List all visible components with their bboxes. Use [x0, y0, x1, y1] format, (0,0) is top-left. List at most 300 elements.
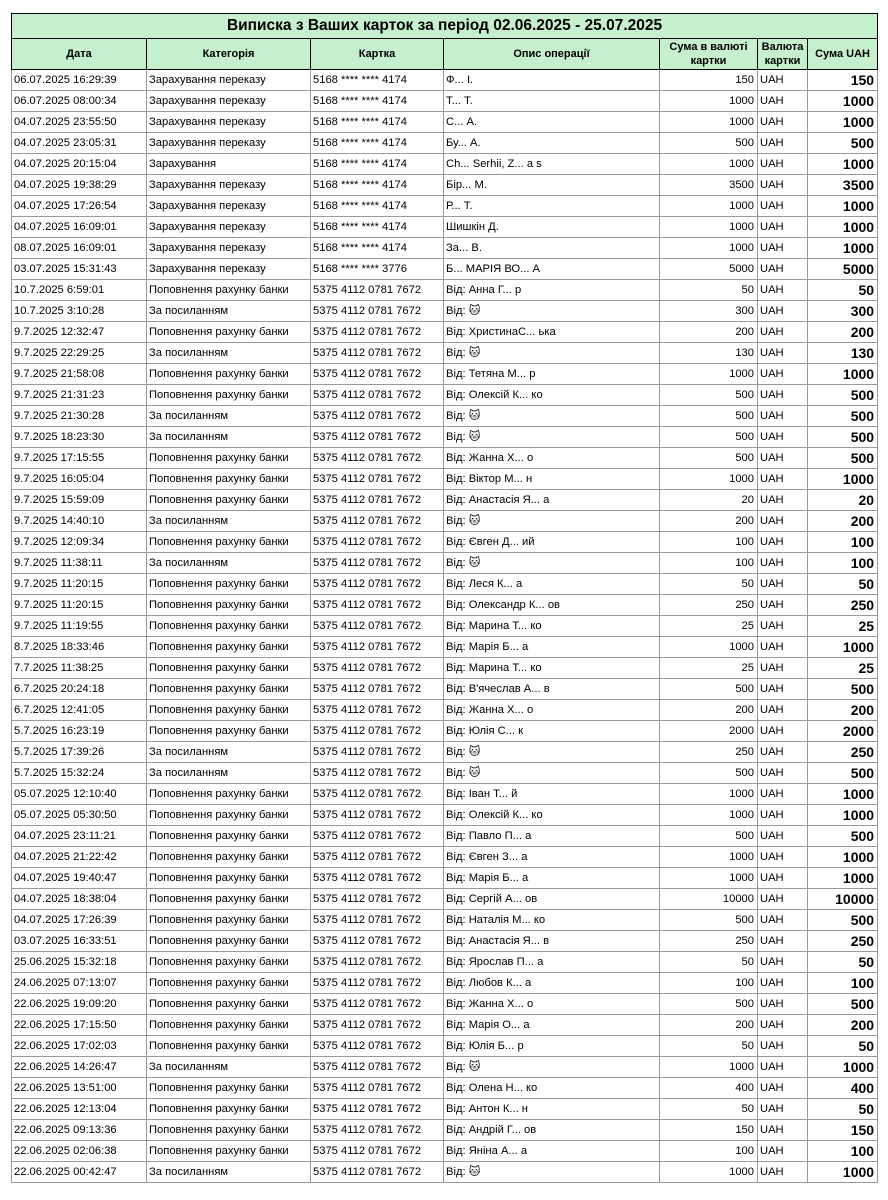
card-cell: 5375 4112 0781 7672	[311, 448, 444, 469]
amount-card-cell: 500	[660, 448, 758, 469]
currency-cell: UAH	[758, 826, 808, 847]
card-cell: 5375 4112 0781 7672	[311, 721, 444, 742]
description-cell: Від: 🐱	[444, 742, 660, 763]
description-cell: Від: Анна Г... р	[444, 280, 660, 301]
table-row	[12, 133, 878, 154]
category-cell: За посиланням	[147, 427, 311, 448]
category-cell: Поповнення рахунку банки	[147, 952, 311, 973]
table-row	[12, 532, 878, 553]
amount-uah-cell: 1000	[808, 637, 878, 658]
amount-card-cell: 100	[660, 532, 758, 553]
amount-uah-cell: 150	[808, 1120, 878, 1141]
amount-uah-cell: 50	[808, 280, 878, 301]
card-cell: 5375 4112 0781 7672	[311, 490, 444, 511]
card-cell: 5168 **** **** 4174	[311, 217, 444, 238]
amount-card-cell: 250	[660, 595, 758, 616]
card-cell: 5375 4112 0781 7672	[311, 784, 444, 805]
card-cell: 5375 4112 0781 7672	[311, 847, 444, 868]
description-cell: Від: Євген Д... ий	[444, 532, 660, 553]
card-cell: 5375 4112 0781 7672	[311, 994, 444, 1015]
category-cell: Поповнення рахунку банки	[147, 1015, 311, 1036]
category-cell: За посиланням	[147, 406, 311, 427]
card-cell: 5375 4112 0781 7672	[311, 868, 444, 889]
date-cell: 9.7.2025 11:19:55	[12, 616, 147, 637]
currency-cell: UAH	[758, 448, 808, 469]
description-cell: Від: Марія О... а	[444, 1015, 660, 1036]
card-cell: 5375 4112 0781 7672	[311, 280, 444, 301]
card-cell: 5375 4112 0781 7672	[311, 301, 444, 322]
description-cell: Від: 🐱	[444, 1162, 660, 1183]
table-row	[12, 406, 878, 427]
description-cell: Від: 🐱	[444, 553, 660, 574]
category-cell: Зарахування переказу	[147, 217, 311, 238]
date-cell: 6.7.2025 12:41:05	[12, 700, 147, 721]
date-cell: 9.7.2025 11:38:11	[12, 553, 147, 574]
description-cell: Від: 🐱	[444, 406, 660, 427]
date-cell: 03.07.2025 16:33:51	[12, 931, 147, 952]
date-cell: 9.7.2025 21:58:08	[12, 364, 147, 385]
date-cell: 10.7.2025 3:10:28	[12, 301, 147, 322]
card-cell: 5375 4112 0781 7672	[311, 532, 444, 553]
table-row	[12, 1078, 878, 1099]
currency-cell: UAH	[758, 91, 808, 112]
amount-card-cell: 2000	[660, 721, 758, 742]
description-cell: Від: Яніна А... а	[444, 1141, 660, 1162]
amount-card-cell: 500	[660, 826, 758, 847]
description-cell: Від: 🐱	[444, 763, 660, 784]
description-cell: Від: Олена Н... ко	[444, 1078, 660, 1099]
amount-card-cell: 1000	[660, 112, 758, 133]
table-row	[12, 154, 878, 175]
date-cell: 6.7.2025 20:24:18	[12, 679, 147, 700]
amount-card-cell: 400	[660, 1078, 758, 1099]
category-cell: Поповнення рахунку банки	[147, 658, 311, 679]
table-row	[12, 322, 878, 343]
category-cell: Поповнення рахунку банки	[147, 847, 311, 868]
amount-card-cell: 500	[660, 679, 758, 700]
currency-cell: UAH	[758, 574, 808, 595]
description-cell: Від: 🐱	[444, 1057, 660, 1078]
description-cell: Від: Марія Б... а	[444, 637, 660, 658]
card-cell: 5375 4112 0781 7672	[311, 658, 444, 679]
amount-uah-cell: 150	[808, 70, 878, 91]
card-cell: 5375 4112 0781 7672	[311, 931, 444, 952]
table-row	[12, 868, 878, 889]
description-cell: Від: 🐱	[444, 343, 660, 364]
currency-cell: UAH	[758, 553, 808, 574]
amount-uah-cell: 500	[808, 910, 878, 931]
category-cell: Поповнення рахунку банки	[147, 826, 311, 847]
description-cell: Від: Олексій К... ко	[444, 805, 660, 826]
amount-uah-cell: 500	[808, 133, 878, 154]
category-cell: Поповнення рахунку банки	[147, 469, 311, 490]
category-cell: За посиланням	[147, 763, 311, 784]
category-cell: Поповнення рахунку банки	[147, 364, 311, 385]
date-cell: 22.06.2025 00:42:47	[12, 1162, 147, 1183]
amount-uah-cell: 250	[808, 742, 878, 763]
description-cell: Бір... М.	[444, 175, 660, 196]
description-cell: Бу... А.	[444, 133, 660, 154]
table-row	[12, 805, 878, 826]
amount-uah-cell: 1000	[808, 238, 878, 259]
amount-card-cell: 500	[660, 763, 758, 784]
currency-cell: UAH	[758, 658, 808, 679]
amount-card-cell: 20	[660, 490, 758, 511]
description-cell: С... А.	[444, 112, 660, 133]
currency-cell: UAH	[758, 847, 808, 868]
currency-cell: UAH	[758, 952, 808, 973]
date-cell: 22.06.2025 14:26:47	[12, 1057, 147, 1078]
amount-card-cell: 10000	[660, 889, 758, 910]
card-cell: 5375 4112 0781 7672	[311, 469, 444, 490]
card-cell: 5375 4112 0781 7672	[311, 700, 444, 721]
category-cell: За посиланням	[147, 343, 311, 364]
description-cell: Р... Т.	[444, 196, 660, 217]
date-cell: 05.07.2025 05:30:50	[12, 805, 147, 826]
currency-cell: UAH	[758, 784, 808, 805]
currency-cell: UAH	[758, 994, 808, 1015]
description-cell: Ch... Serhii, Z... a s	[444, 154, 660, 175]
column-header-description: Опис операції	[444, 39, 660, 70]
amount-uah-cell: 50	[808, 1099, 878, 1120]
amount-card-cell: 500	[660, 385, 758, 406]
card-cell: 5375 4112 0781 7672	[311, 511, 444, 532]
card-cell: 5375 4112 0781 7672	[311, 910, 444, 931]
card-cell: 5375 4112 0781 7672	[311, 826, 444, 847]
amount-card-cell: 1000	[660, 91, 758, 112]
amount-card-cell: 500	[660, 406, 758, 427]
amount-uah-cell: 500	[808, 679, 878, 700]
table-row	[12, 175, 878, 196]
description-cell: Ф... І.	[444, 70, 660, 91]
amount-uah-cell: 500	[808, 427, 878, 448]
description-cell: Від: Сергій А... ов	[444, 889, 660, 910]
table-row	[12, 70, 878, 91]
description-cell: Від: В'ячеслав А... в	[444, 679, 660, 700]
date-cell: 9.7.2025 21:31:23	[12, 385, 147, 406]
amount-card-cell: 100	[660, 1141, 758, 1162]
description-cell: Від: Євген З... а	[444, 847, 660, 868]
date-cell: 08.07.2025 16:09:01	[12, 238, 147, 259]
date-cell: 04.07.2025 19:40:47	[12, 868, 147, 889]
currency-cell: UAH	[758, 364, 808, 385]
column-header-amount-uah: Сума UAH	[808, 39, 878, 70]
column-header-amount-card: Сума в валюті картки	[660, 39, 758, 70]
card-cell: 5168 **** **** 4174	[311, 70, 444, 91]
category-cell: Поповнення рахунку банки	[147, 868, 311, 889]
amount-uah-cell: 500	[808, 406, 878, 427]
currency-cell: UAH	[758, 532, 808, 553]
amount-card-cell: 100	[660, 973, 758, 994]
category-cell: Поповнення рахунку банки	[147, 574, 311, 595]
category-cell: За посиланням	[147, 742, 311, 763]
date-cell: 5.7.2025 15:32:24	[12, 763, 147, 784]
amount-uah-cell: 500	[808, 994, 878, 1015]
card-cell: 5375 4112 0781 7672	[311, 1099, 444, 1120]
table-row	[12, 889, 878, 910]
date-cell: 04.07.2025 19:38:29	[12, 175, 147, 196]
description-cell: Від: Анастасія Я... в	[444, 931, 660, 952]
table-row	[12, 385, 878, 406]
amount-card-cell: 1000	[660, 1162, 758, 1183]
amount-uah-cell: 1000	[808, 805, 878, 826]
date-cell: 04.07.2025 23:11:21	[12, 826, 147, 847]
amount-card-cell: 1000	[660, 196, 758, 217]
statement-title: Виписка з Ваших карток за період 02.06.2025 - 25.07.2025	[12, 14, 878, 39]
amount-card-cell: 50	[660, 1099, 758, 1120]
category-cell: Поповнення рахунку банки	[147, 1036, 311, 1057]
table-row	[12, 427, 878, 448]
amount-uah-cell: 1000	[808, 847, 878, 868]
category-cell: Зарахування переказу	[147, 70, 311, 91]
amount-card-cell: 500	[660, 133, 758, 154]
amount-card-cell: 25	[660, 616, 758, 637]
currency-cell: UAH	[758, 721, 808, 742]
table-row	[12, 1141, 878, 1162]
date-cell: 06.07.2025 08:00:34	[12, 91, 147, 112]
amount-card-cell: 1000	[660, 1057, 758, 1078]
description-cell: Від: Анастасія Я... а	[444, 490, 660, 511]
amount-card-cell: 250	[660, 931, 758, 952]
category-cell: За посиланням	[147, 301, 311, 322]
amount-card-cell: 250	[660, 742, 758, 763]
category-cell: Зарахування переказу	[147, 238, 311, 259]
description-cell: Від: Тетяна М... р	[444, 364, 660, 385]
category-cell: Поповнення рахунку банки	[147, 889, 311, 910]
currency-cell: UAH	[758, 469, 808, 490]
amount-uah-cell: 100	[808, 973, 878, 994]
amount-uah-cell: 1000	[808, 1162, 878, 1183]
amount-card-cell: 1000	[660, 154, 758, 175]
table-row	[12, 301, 878, 322]
amount-uah-cell: 100	[808, 1141, 878, 1162]
currency-cell: UAH	[758, 112, 808, 133]
date-cell: 03.07.2025 15:31:43	[12, 259, 147, 280]
date-cell: 9.7.2025 18:23:30	[12, 427, 147, 448]
amount-card-cell: 1000	[660, 805, 758, 826]
card-cell: 5168 **** **** 3776	[311, 259, 444, 280]
table-row	[12, 343, 878, 364]
date-cell: 9.7.2025 15:59:09	[12, 490, 147, 511]
date-cell: 04.07.2025 23:55:50	[12, 112, 147, 133]
amount-uah-cell: 20	[808, 490, 878, 511]
date-cell: 5.7.2025 17:39:26	[12, 742, 147, 763]
amount-card-cell: 500	[660, 427, 758, 448]
card-cell: 5375 4112 0781 7672	[311, 1120, 444, 1141]
amount-card-cell: 200	[660, 700, 758, 721]
date-cell: 06.07.2025 16:29:39	[12, 70, 147, 91]
amount-card-cell: 100	[660, 553, 758, 574]
currency-cell: UAH	[758, 805, 808, 826]
date-cell: 22.06.2025 19:09:20	[12, 994, 147, 1015]
date-cell: 22.06.2025 12:13:04	[12, 1099, 147, 1120]
category-cell: Поповнення рахунку банки	[147, 679, 311, 700]
amount-card-cell: 200	[660, 1015, 758, 1036]
category-cell: Зарахування	[147, 154, 311, 175]
statement-table	[11, 13, 878, 1183]
amount-uah-cell: 200	[808, 1015, 878, 1036]
category-cell: Зарахування переказу	[147, 133, 311, 154]
table-row	[12, 448, 878, 469]
date-cell: 04.07.2025 23:05:31	[12, 133, 147, 154]
amount-uah-cell: 25	[808, 658, 878, 679]
table-row	[12, 1162, 878, 1183]
currency-cell: UAH	[758, 427, 808, 448]
table-row	[12, 1057, 878, 1078]
description-cell: Від: Наталія М... ко	[444, 910, 660, 931]
description-cell: Від: Антон К... н	[444, 1099, 660, 1120]
table-row	[12, 112, 878, 133]
amount-uah-cell: 1000	[808, 364, 878, 385]
currency-cell: UAH	[758, 700, 808, 721]
category-cell: Поповнення рахунку банки	[147, 805, 311, 826]
table-row	[12, 679, 878, 700]
amount-card-cell: 50	[660, 1036, 758, 1057]
amount-uah-cell: 1000	[808, 868, 878, 889]
table-row	[12, 721, 878, 742]
card-cell: 5375 4112 0781 7672	[311, 889, 444, 910]
currency-cell: UAH	[758, 280, 808, 301]
card-cell: 5375 4112 0781 7672	[311, 1078, 444, 1099]
amount-card-cell: 50	[660, 280, 758, 301]
date-cell: 05.07.2025 12:10:40	[12, 784, 147, 805]
table-row	[12, 700, 878, 721]
category-cell: За посиланням	[147, 1057, 311, 1078]
date-cell: 9.7.2025 12:32:47	[12, 322, 147, 343]
table-row	[12, 616, 878, 637]
card-cell: 5375 4112 0781 7672	[311, 1141, 444, 1162]
amount-uah-cell: 1000	[808, 1057, 878, 1078]
card-cell: 5375 4112 0781 7672	[311, 322, 444, 343]
currency-cell: UAH	[758, 910, 808, 931]
card-cell: 5375 4112 0781 7672	[311, 553, 444, 574]
date-cell: 22.06.2025 17:02:03	[12, 1036, 147, 1057]
card-cell: 5375 4112 0781 7672	[311, 973, 444, 994]
description-cell: Б... МАРІЯ ВО... А	[444, 259, 660, 280]
amount-card-cell: 130	[660, 343, 758, 364]
amount-card-cell: 1000	[660, 847, 758, 868]
amount-uah-cell: 1000	[808, 469, 878, 490]
card-cell: 5375 4112 0781 7672	[311, 1162, 444, 1183]
amount-uah-cell: 5000	[808, 259, 878, 280]
currency-cell: UAH	[758, 973, 808, 994]
table-row	[12, 511, 878, 532]
card-cell: 5375 4112 0781 7672	[311, 595, 444, 616]
date-cell: 22.06.2025 02:06:38	[12, 1141, 147, 1162]
table-row	[12, 847, 878, 868]
table-row	[12, 91, 878, 112]
currency-cell: UAH	[758, 490, 808, 511]
amount-uah-cell: 250	[808, 595, 878, 616]
currency-cell: UAH	[758, 931, 808, 952]
date-cell: 9.7.2025 21:30:28	[12, 406, 147, 427]
category-cell: Поповнення рахунку банки	[147, 1120, 311, 1141]
amount-uah-cell: 10000	[808, 889, 878, 910]
currency-cell: UAH	[758, 595, 808, 616]
amount-card-cell: 1000	[660, 469, 758, 490]
amount-card-cell: 25	[660, 658, 758, 679]
table-row	[12, 910, 878, 931]
amount-card-cell: 150	[660, 1120, 758, 1141]
card-cell: 5375 4112 0781 7672	[311, 406, 444, 427]
date-cell: 22.06.2025 17:15:50	[12, 1015, 147, 1036]
table-row	[12, 763, 878, 784]
date-cell: 5.7.2025 16:23:19	[12, 721, 147, 742]
amount-card-cell: 1000	[660, 868, 758, 889]
card-cell: 5375 4112 0781 7672	[311, 679, 444, 700]
currency-cell: UAH	[758, 175, 808, 196]
category-cell: За посиланням	[147, 553, 311, 574]
description-cell: Від: Ярослав П... а	[444, 952, 660, 973]
description-cell: Від: Іван Т... й	[444, 784, 660, 805]
currency-cell: UAH	[758, 406, 808, 427]
card-cell: 5375 4112 0781 7672	[311, 574, 444, 595]
category-cell: Поповнення рахунку банки	[147, 595, 311, 616]
amount-uah-cell: 500	[808, 448, 878, 469]
currency-cell: UAH	[758, 1036, 808, 1057]
date-cell: 04.07.2025 20:15:04	[12, 154, 147, 175]
table-row	[12, 1099, 878, 1120]
column-header-date: Дата	[12, 39, 147, 70]
date-cell: 9.7.2025 12:09:34	[12, 532, 147, 553]
category-cell: Поповнення рахунку банки	[147, 532, 311, 553]
currency-cell: UAH	[758, 742, 808, 763]
card-cell: 5375 4112 0781 7672	[311, 637, 444, 658]
card-cell: 5375 4112 0781 7672	[311, 385, 444, 406]
category-cell: Поповнення рахунку банки	[147, 490, 311, 511]
category-cell: Поповнення рахунку банки	[147, 385, 311, 406]
description-cell: Від: Олексій К... ко	[444, 385, 660, 406]
date-cell: 9.7.2025 22:29:25	[12, 343, 147, 364]
category-cell: Поповнення рахунку банки	[147, 616, 311, 637]
table-row	[12, 658, 878, 679]
description-cell: Від: Любов К... а	[444, 973, 660, 994]
amount-uah-cell: 200	[808, 322, 878, 343]
card-cell: 5375 4112 0781 7672	[311, 1057, 444, 1078]
amount-uah-cell: 1000	[808, 112, 878, 133]
currency-cell: UAH	[758, 1141, 808, 1162]
category-cell: Поповнення рахунку банки	[147, 1078, 311, 1099]
currency-cell: UAH	[758, 196, 808, 217]
amount-uah-cell: 1000	[808, 217, 878, 238]
date-cell: 04.07.2025 18:38:04	[12, 889, 147, 910]
table-row	[12, 280, 878, 301]
description-cell: Від: 🐱	[444, 427, 660, 448]
amount-uah-cell: 25	[808, 616, 878, 637]
amount-uah-cell: 200	[808, 700, 878, 721]
description-cell: Від: 🐱	[444, 301, 660, 322]
card-cell: 5375 4112 0781 7672	[311, 364, 444, 385]
date-cell: 10.7.2025 6:59:01	[12, 280, 147, 301]
category-cell: Поповнення рахунку банки	[147, 448, 311, 469]
category-cell: Поповнення рахунку банки	[147, 637, 311, 658]
amount-card-cell: 1000	[660, 238, 758, 259]
currency-cell: UAH	[758, 616, 808, 637]
currency-cell: UAH	[758, 763, 808, 784]
category-cell: Поповнення рахунку банки	[147, 700, 311, 721]
description-cell: Від: Павло П... а	[444, 826, 660, 847]
column-header-card: Картка	[311, 39, 444, 70]
amount-card-cell: 300	[660, 301, 758, 322]
date-cell: 04.07.2025 16:09:01	[12, 217, 147, 238]
category-cell: Зарахування переказу	[147, 112, 311, 133]
card-cell: 5168 **** **** 4174	[311, 112, 444, 133]
category-cell: Поповнення рахунку банки	[147, 910, 311, 931]
amount-uah-cell: 1000	[808, 91, 878, 112]
amount-uah-cell: 200	[808, 511, 878, 532]
category-cell: Поповнення рахунку банки	[147, 784, 311, 805]
date-cell: 7.7.2025 11:38:25	[12, 658, 147, 679]
